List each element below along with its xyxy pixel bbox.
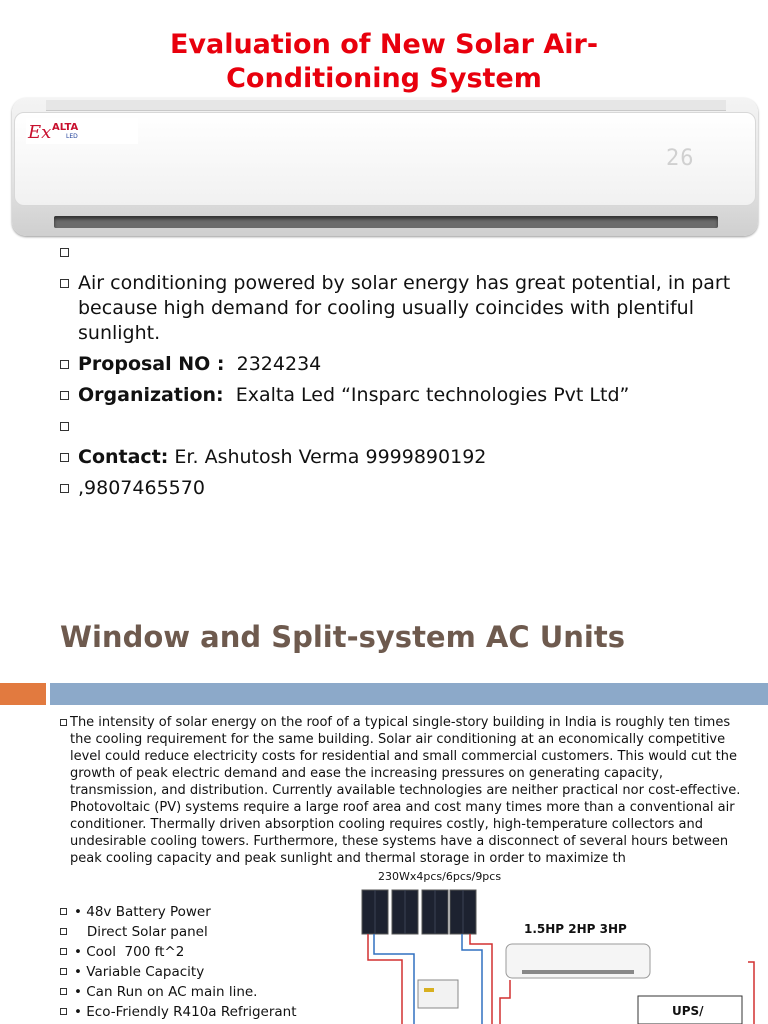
junction-box-icon bbox=[418, 980, 458, 1008]
bullet-box-icon bbox=[60, 391, 69, 400]
air-conditioner-image bbox=[12, 98, 758, 238]
bullet-box-icon bbox=[60, 422, 69, 431]
bullet-box-icon bbox=[60, 988, 67, 995]
ac-temperature-display: 26 bbox=[666, 146, 695, 171]
bullet-box-icon bbox=[60, 719, 67, 726]
ac-vent bbox=[54, 216, 718, 228]
exalta-logo bbox=[26, 118, 138, 144]
bullet-box-icon bbox=[60, 968, 67, 975]
feature-item: • Cool 700 ft^2 bbox=[60, 942, 360, 962]
feature-list bbox=[60, 902, 360, 1022]
feature-item: • Eco-Friendly R410a Refrigerant bbox=[60, 1002, 360, 1022]
panel-label: 230Wx4pcs/6pcs/9pcs bbox=[378, 870, 502, 883]
accent-bar-orange bbox=[0, 683, 46, 705]
slide-title: Window and Split-system AC Units bbox=[60, 620, 625, 654]
bullet-box-icon bbox=[60, 279, 69, 288]
bullet-empty bbox=[60, 240, 750, 265]
bullet-contact: Contact: Er. Ashutosh Verma 9999890192 bbox=[60, 445, 750, 470]
slide-title: Evaluation of New Solar Air-Conditioning System bbox=[169, 29, 599, 94]
feature-item: Direct Solar panel bbox=[60, 922, 360, 942]
bullet-proposal: Proposal NO : 2324234 bbox=[60, 352, 750, 377]
feature-item: • Variable Capacity bbox=[60, 962, 360, 982]
bullet-box-icon bbox=[60, 1008, 67, 1015]
intro-paragraph: The intensity of solar energy on the roof of a typical single-story building in India is roughly ten times the cooling requirement for the same building. Solar air conditioning at an economically competitive level could reduce electricity costs for residential and small commercial customers. This would cut the growth of peak electric demand and ease the increasing pressures on generating capacity, transmission, and distribution. Currently available technologies are neither practical nor cost-effective. Photovoltaic (PV) systems require a large roof area and cost many times more than a conventional air conditioner. Thermally driven absorption cooling requires costly, high-temperature collectors and undesirable cooling towers. Furthermore, these systems have a disconnect of several hours between peak cooling capacity and peak sunlight and thermal storage in order to maximize th bbox=[60, 714, 750, 867]
svg-text:ALTA: ALTA bbox=[52, 122, 79, 133]
bullet-box-icon bbox=[60, 928, 67, 935]
ups-label: UPS/ bbox=[672, 1004, 704, 1018]
slide-2 bbox=[0, 590, 768, 1024]
bullet-empty bbox=[60, 414, 750, 439]
ac-capacity-label: 1.5HP 2HP 3HP bbox=[524, 922, 627, 936]
svg-text:LED: LED bbox=[66, 133, 78, 140]
bullet-box-icon bbox=[60, 360, 69, 369]
svg-text:Ex: Ex bbox=[28, 122, 52, 143]
solar-panel-icon bbox=[362, 890, 476, 934]
bullet-box-icon bbox=[60, 453, 69, 462]
bullet-box-icon bbox=[60, 248, 69, 257]
bullet-box-icon bbox=[60, 948, 67, 955]
bullet-organization: Organization: Exalta Led “Insparc technologies Pvt Ltd” bbox=[60, 383, 750, 408]
bullet-list bbox=[60, 240, 750, 507]
bullet-extra-phone: ,9807465570 bbox=[60, 476, 750, 501]
bullet-box-icon bbox=[60, 908, 67, 915]
feature-item: • 48v Battery Power bbox=[60, 902, 360, 922]
bullet-intro: Air conditioning powered by solar energy has great potential, in part because high demand for cooling usually coincides with plentiful sunlight. bbox=[60, 271, 750, 346]
feature-item: • Can Run on AC main line. bbox=[60, 982, 360, 1002]
bullet-box-icon bbox=[60, 484, 69, 493]
accent-bar-blue bbox=[50, 683, 768, 705]
system-diagram bbox=[352, 868, 768, 1024]
split-ac-icon bbox=[506, 944, 650, 978]
diagram-drawing bbox=[352, 868, 768, 1024]
